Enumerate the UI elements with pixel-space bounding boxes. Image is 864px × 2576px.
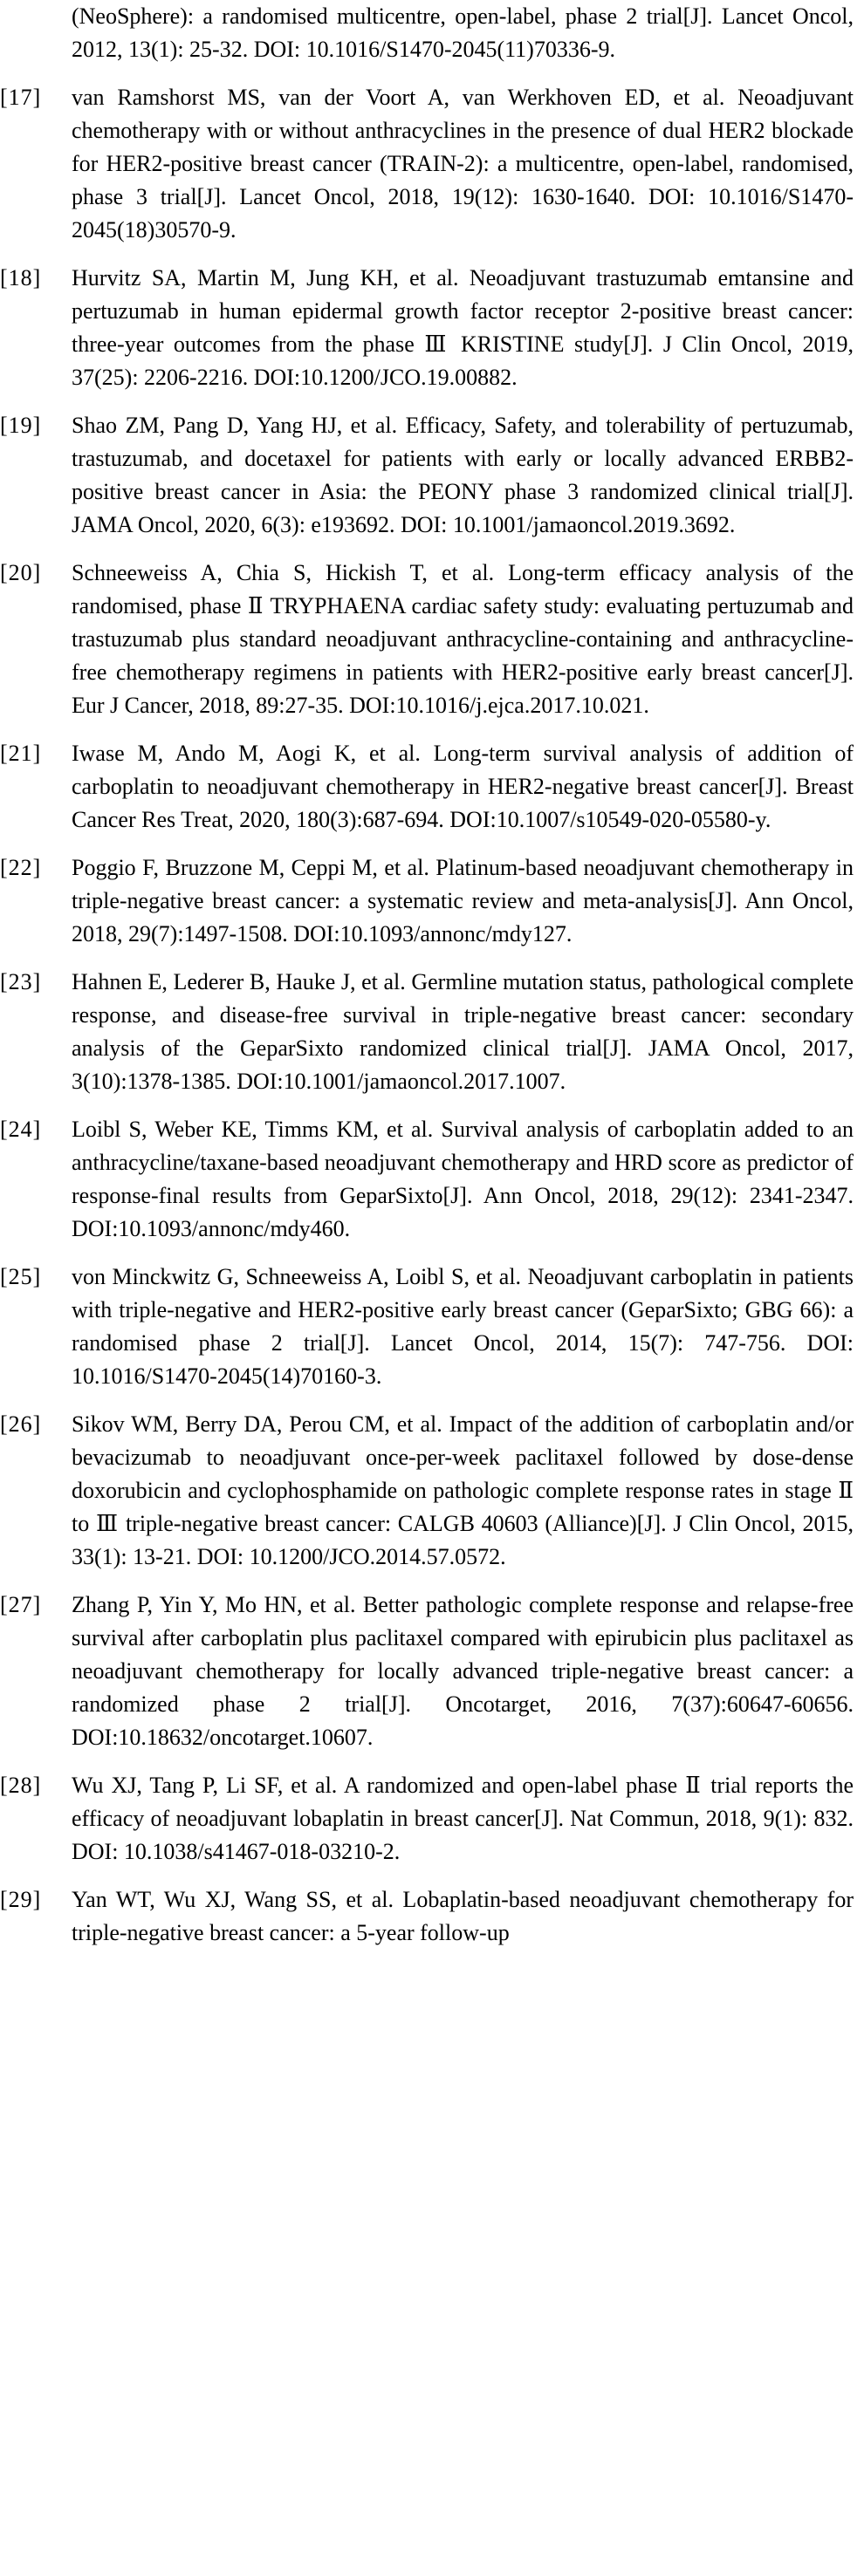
reference-text: Wu XJ, Tang P, Li SF, et al. A randomized and open-label phase Ⅱ trial reports the efficacy of neoadjuvant lobaplatin in breast cancer[J]. Nat Commun, 2018, 9(1): 832. DOI: 10.1038/s41467-018-03210-2. [72, 1773, 854, 1864]
reference-number: [25] [0, 1264, 42, 1289]
reference-text: Loibl S, Weber KE, Timms KM, et al. Survival analysis of carboplatin added to an anthracycline/taxane-based neoadjuvant chemotherapy and HRD score as predictor of response-final results from GeparSixto[J]. Ann Oncol, 2018, 29(12): 2341-2347. DOI:10.1093/annonc/mdy460. [72, 1117, 854, 1241]
reference-item-21 [0, 737, 854, 837]
reference-item-23 [0, 966, 854, 1098]
reference-text: Sikov WM, Berry DA, Perou CM, et al. Impact of the addition of carboplatin and/or bevacizumab to neoadjuvant once-per-week paclitaxel followed by dose-dense doxorubicin and cyclophosphamide on pathologic complete response rates in stage Ⅱ to Ⅲ triple-negative breast cancer: CALGB 40603 (Alliance)[J]. J Clin Oncol, 2015, 33(1): 13-21. DOI: 10.1200/JCO.2014.57.0572. [72, 1411, 854, 1569]
reference-item-29 [0, 1883, 854, 1950]
reference-text: (NeoSphere): a randomised multicentre, open-label, phase 2 trial[J]. Lancet Oncol, 2012, 13(1): 25-32. DOI: 10.1016/S1470-2045(11)70336-9. [72, 3, 854, 62]
reference-text: Yan WT, Wu XJ, Wang SS, et al. Lobaplatin-based neoadjuvant chemotherapy for triple-negative breast cancer: a 5-year follow-up [72, 1887, 854, 1945]
reference-item-16-continued [0, 0, 854, 66]
reference-item-20 [0, 557, 854, 722]
reference-item-27 [0, 1589, 854, 1754]
reference-item-25 [0, 1261, 854, 1393]
reference-number: [20] [0, 560, 42, 585]
reference-text: Zhang P, Yin Y, Mo HN, et al. Better pathologic complete response and relapse-free survival after carboplatin plus paclitaxel compared with epirubicin plus paclitaxel as neoadjuvant chemotherapy for locally advanced triple-negative breast cancer: a randomized phase 2 trial[J]. Oncotarget, 2016, 7(37):60647-60656. DOI:10.18632/oncotarget.10607. [72, 1592, 854, 1750]
reference-text: Shao ZM, Pang D, Yang HJ, et al. Efficacy, Safety, and tolerability of pertuzumab, trastuzumab, and docetaxel for patients with early or locally advanced ERBB2-positive breast cancer in Asia: the PEONY phase 3 randomized clinical trial[J]. JAMA Oncol, 2020, 6(3): e193692. DOI: 10.1001/jamaoncol.2019.3692. [72, 413, 854, 537]
reference-item-19 [0, 409, 854, 542]
reference-text: Iwase M, Ando M, Aogi K, et al. Long-term survival analysis of addition of carboplatin to neoadjuvant chemotherapy in HER2-negative breast cancer[J]. Breast Cancer Res Treat, 2020, 180(3):687-694. DOI:10.1007/s10549-020-05580-y. [72, 741, 854, 832]
reference-text: Poggio F, Bruzzone M, Ceppi M, et al. Platinum-based neoadjuvant chemotherapy in triple-negative breast cancer: a systematic review and meta-analysis[J]. Ann Oncol, 2018, 29(7):1497-1508. DOI:10.1093/annonc/mdy127. [72, 855, 854, 946]
reference-number: [26] [0, 1411, 42, 1437]
reference-text: Hurvitz SA, Martin M, Jung KH, et al. Neoadjuvant trastuzumab emtansine and pertuzumab in human epidermal growth factor receptor 2-positive breast cancer: three-year outcomes from the phase Ⅲ KRISTINE study[J]. J Clin Oncol, 2019, 37(25): 2206-2216. DOI:10.1200/JCO.19.00882. [72, 265, 854, 390]
reference-text: von Minckwitz G, Schneeweiss A, Loibl S, et al. Neoadjuvant carboplatin in patients with triple-negative and HER2-positive early breast cancer (GeparSixto; GBG 66): a randomised phase 2 trial[J]. Lancet Oncol, 2014, 15(7): 747-756. DOI: 10.1016/S1470-2045(14)70160-3. [72, 1264, 854, 1389]
reference-item-17 [0, 81, 854, 247]
reference-number: [24] [0, 1117, 42, 1142]
reference-number: [17] [0, 85, 42, 110]
reference-item-18 [0, 262, 854, 394]
reference-number: [28] [0, 1773, 42, 1798]
reference-item-28 [0, 1769, 854, 1869]
reference-item-22 [0, 851, 854, 951]
reference-number: [29] [0, 1887, 42, 1912]
reference-number: [21] [0, 741, 42, 766]
reference-text: van Ramshorst MS, van der Voort A, van Werkhoven ED, et al. Neoadjuvant chemotherapy with or without anthracyclines in the presence of dual HER2 blockade for HER2-positive breast cancer (TRAIN-2): a multicentre, open-label, randomised, phase 3 trial[J]. Lancet Oncol, 2018, 19(12): 1630-1640. DOI: 10.1016/S1470-2045(18)30570-9. [72, 85, 854, 243]
reference-number: [19] [0, 413, 42, 438]
reference-number: [22] [0, 855, 42, 880]
reference-text: Hahnen E, Lederer B, Hauke J, et al. Germline mutation status, pathological complete response, and disease-free survival in triple-negative breast cancer: secondary analysis of the GeparSixto randomized clinical trial[J]. JAMA Oncol, 2017, 3(10):1378-1385. DOI:10.1001/jamaoncol.2017.1007. [72, 969, 854, 1094]
reference-number: [18] [0, 265, 42, 290]
reference-number: [27] [0, 1592, 42, 1617]
reference-item-26 [0, 1408, 854, 1574]
reference-item-24 [0, 1113, 854, 1246]
reference-number: [23] [0, 969, 42, 994]
reference-text: Schneeweiss A, Chia S, Hickish T, et al. Long-term efficacy analysis of the randomised, phase Ⅱ TRYPHAENA cardiac safety study: evaluating pertuzumab and trastuzumab plus standard neoadjuvant anthracycline-containing and anthracycline-free chemotherapy regimens in patients with HER2-positive early breast cancer[J]. Eur J Cancer, 2018, 89:27-35. DOI:10.1016/j.ejca.2017.10.021. [72, 560, 854, 718]
